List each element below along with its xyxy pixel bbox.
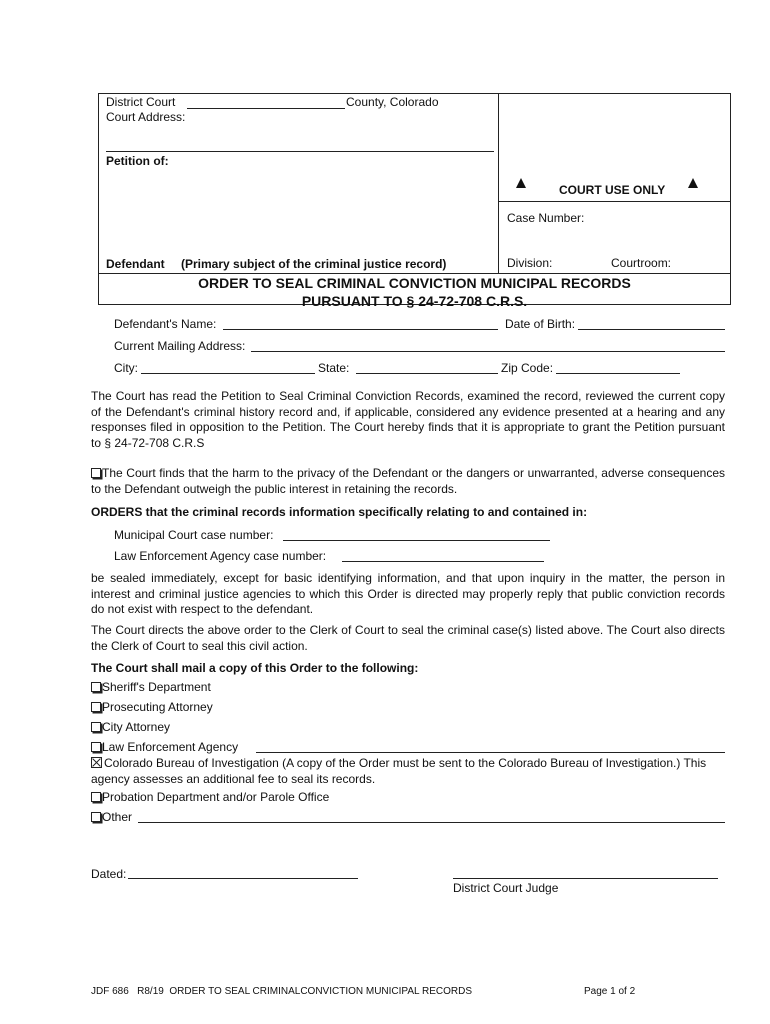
recipient-sheriff bbox=[91, 680, 211, 694]
probation-label: Probation Department and/or Parole Office bbox=[102, 790, 330, 804]
page-number: Page 1 of 2 bbox=[584, 986, 636, 997]
form-id: JDF 686 R8/19 ORDER TO SEAL CRIMINALCONVICTION MUNICIPAL RECORDS bbox=[91, 986, 473, 997]
sheriff-checkbox[interactable] bbox=[91, 682, 101, 692]
law-enforcement-field[interactable] bbox=[256, 752, 725, 753]
other-checkbox[interactable] bbox=[91, 812, 101, 822]
law-case-field[interactable] bbox=[342, 561, 544, 562]
city-label: City: bbox=[114, 361, 138, 375]
caption-rule-right bbox=[498, 201, 731, 202]
courtroom-label: Courtroom: bbox=[611, 256, 672, 270]
municipal-case-label: Municipal Court case number: bbox=[114, 528, 274, 542]
mail-heading: The Court shall mail a copy of this Order to the following: bbox=[91, 661, 419, 675]
privacy-finding-text: The Court finds that the harm to the privacy of the Defendant or the dangers or unwarranted, adverse consequences to the Defendant outweigh the public interest in retaining the records. bbox=[91, 466, 725, 496]
triangle-right-icon bbox=[688, 178, 698, 188]
recipient-other bbox=[91, 810, 132, 824]
defendant-name-label: Defendant's Name: bbox=[114, 317, 217, 331]
county-label: County, Colorado bbox=[346, 95, 439, 109]
recipient-probation bbox=[91, 790, 329, 804]
recipient-prosecuting bbox=[91, 700, 213, 714]
city-attorney-checkbox[interactable] bbox=[91, 722, 101, 732]
privacy-finding-checkbox[interactable] bbox=[91, 468, 101, 478]
court-use-only: COURT USE ONLY bbox=[559, 183, 666, 197]
recipient-law-enforcement bbox=[91, 740, 238, 754]
mailing-address-field[interactable] bbox=[251, 351, 725, 352]
law-case-label: Law Enforcement Agency case number: bbox=[114, 549, 327, 563]
orders-heading: ORDERS that the criminal records information specifically relating to and contained in: bbox=[91, 505, 588, 519]
dob-label: Date of Birth: bbox=[505, 317, 576, 331]
court-address-label: Court Address: bbox=[106, 110, 186, 124]
defendant-note: (Primary subject of the criminal justice record) bbox=[181, 257, 447, 271]
title-line-2: PURSUANT TO § 24-72-708 C.R.S. bbox=[301, 293, 528, 309]
recipient-cbi bbox=[91, 756, 725, 787]
cbi-label: Colorado Bureau of Investigation (A copy of the Order must be sent to the Colorado Bureau of Investigation.) This agency assesses an additional fee to seal its records. bbox=[91, 756, 707, 786]
judge-signature-line[interactable] bbox=[453, 878, 718, 879]
directs-paragraph: The Court directs the above order to the Clerk of Court to seal the criminal case(s) listed above. The Court also directs the Clerk of Court to seal this civil action. bbox=[91, 623, 725, 653]
other-label: Other bbox=[102, 810, 133, 824]
other-field[interactable] bbox=[138, 822, 725, 823]
triangle-left-icon bbox=[516, 178, 526, 188]
division-label: Division: bbox=[507, 256, 553, 270]
judge-label: District Court Judge bbox=[453, 881, 559, 895]
probation-checkbox[interactable] bbox=[91, 792, 101, 802]
city-attorney-label: City Attorney bbox=[102, 720, 171, 734]
privacy-finding bbox=[91, 466, 725, 497]
case-number-label: Case Number: bbox=[507, 211, 585, 225]
cbi-checkbox-checked[interactable] bbox=[91, 757, 102, 768]
sheriff-label: Sheriff's Department bbox=[102, 680, 211, 694]
zip-label: Zip Code: bbox=[501, 361, 554, 375]
order-title bbox=[98, 274, 731, 310]
caption-divider bbox=[498, 93, 499, 273]
caption-rule-left bbox=[106, 151, 494, 152]
petition-of-label: Petition of: bbox=[106, 154, 169, 168]
zip-field[interactable] bbox=[556, 373, 680, 374]
sealed-paragraph: be sealed immediately, except for basic identifying information, and that upon inquiry in the matter, the person in interest and criminal justice agencies to which this Order is directed may properly reply that public conviction records do not exist with respect to the defendant. bbox=[91, 571, 725, 616]
defendant-name-field[interactable] bbox=[223, 329, 498, 330]
prosecuting-checkbox[interactable] bbox=[91, 702, 101, 712]
law-enforcement-checkbox[interactable] bbox=[91, 742, 101, 752]
city-field[interactable] bbox=[141, 373, 315, 374]
state-field[interactable] bbox=[356, 373, 498, 374]
dob-field[interactable] bbox=[578, 329, 725, 330]
finding-paragraph: The Court has read the Petition to Seal Criminal Conviction Records, examined the record, reviewed the current copy of the Defendant's criminal history record and, if applicable, considered any evidence presented at a hearing and any responses filed in opposition to the Petition. The Court hereby finds that it is appropriate to grant the Petition pursuant to § 24-72-708 C.R.S bbox=[91, 389, 725, 450]
dated-label: Dated: bbox=[91, 867, 127, 881]
law-enforcement-label: Law Enforcement Agency bbox=[102, 740, 239, 754]
title-line-1: ORDER TO SEAL CRIMINAL CONVICTION MUNICIPAL RECORDS bbox=[198, 275, 631, 291]
recipient-city-attorney bbox=[91, 720, 170, 734]
prosecuting-label: Prosecuting Attorney bbox=[102, 700, 213, 714]
municipal-case-field[interactable] bbox=[283, 540, 550, 541]
mailing-address-label: Current Mailing Address: bbox=[114, 339, 246, 353]
dated-field[interactable] bbox=[128, 878, 358, 879]
district-court-label: District Court bbox=[106, 95, 176, 109]
district-court-field[interactable] bbox=[187, 108, 345, 109]
defendant-label: Defendant bbox=[106, 257, 165, 271]
state-label: State: bbox=[318, 361, 350, 375]
